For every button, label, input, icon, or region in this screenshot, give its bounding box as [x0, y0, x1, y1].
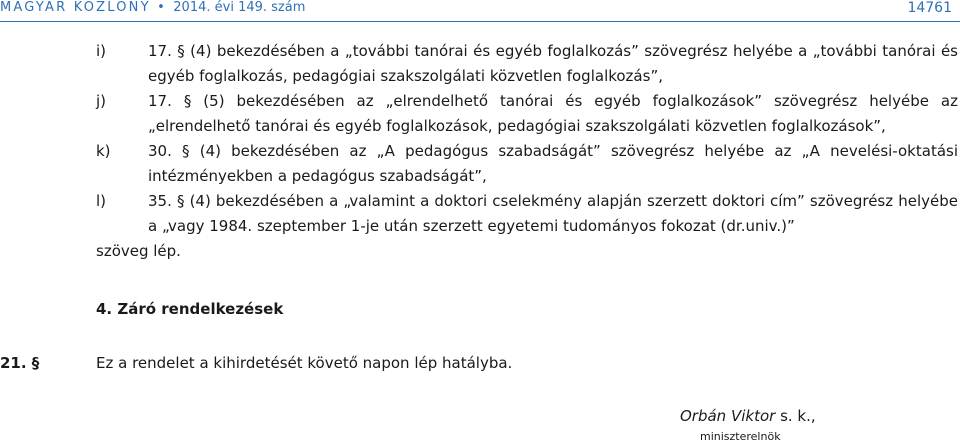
item-letter: k)	[96, 142, 111, 160]
issue-label: 2014. évi 149. szám	[173, 0, 306, 15]
section-title: 4. Záró rendelkezések	[96, 300, 284, 318]
list-item	[96, 189, 958, 239]
paragraph-number: 21. §	[0, 354, 40, 372]
signature-suffix: s. k.,	[775, 407, 816, 425]
closing-text: szöveg lép.	[96, 242, 181, 260]
list-item	[96, 39, 958, 89]
item-text: 17. § (5) bekezdésében az „elrendelhető tanórai és egyéb foglalkozások” szövegrész helyébe az „elrendelhető tanórai és egyéb foglalkozások, pedagógiai szakszolgálati közvetlen foglalkozások”,	[148, 92, 958, 135]
signer-role: miniszterelnök	[700, 430, 781, 443]
item-letter: i)	[96, 42, 107, 60]
item-letter: j)	[96, 92, 107, 110]
item-text: 17. § (4) bekezdésében a „további tanórai és egyéb foglalkozás” szövegrész helyébe a „további tanórai és egyéb foglalkozás, pedagógiai szakszolgálati közvetlen foglalkozás”,	[148, 42, 958, 85]
header-rule	[0, 21, 960, 22]
publication-title: MAGYAR KÖZLÖNY	[0, 0, 151, 15]
page-number: 14761	[907, 0, 952, 16]
page-header	[0, 0, 960, 22]
item-text: 30. § (4) bekezdésében az „A pedagógus szabadságát” szövegrész helyébe az „A nevelési-oktatási intézményekben a pedagógus szabadságát”,	[148, 142, 958, 185]
paragraph-21	[0, 354, 960, 372]
item-letter: l)	[96, 192, 107, 210]
list-item	[96, 89, 958, 139]
list-item	[96, 139, 958, 189]
amendment-list	[96, 39, 958, 264]
paragraph-text: Ez a rendelet a kihirdetését követő napon lép hatályba.	[96, 354, 513, 372]
item-text: 35. § (4) bekezdésében a „valamint a doktori cselekmény alapján szerzett doktori cím” szövegrész helyébe a „vagy 1984. szeptember 1-je után szerzett egyetemi tudományos fokozat (dr.univ.)”	[148, 192, 958, 235]
publication-line: MAGYAR KÖZLÖNY • 2014. évi 149. szám	[0, 0, 306, 15]
signature	[680, 407, 816, 425]
signer-name: Orbán Viktor	[680, 407, 776, 425]
